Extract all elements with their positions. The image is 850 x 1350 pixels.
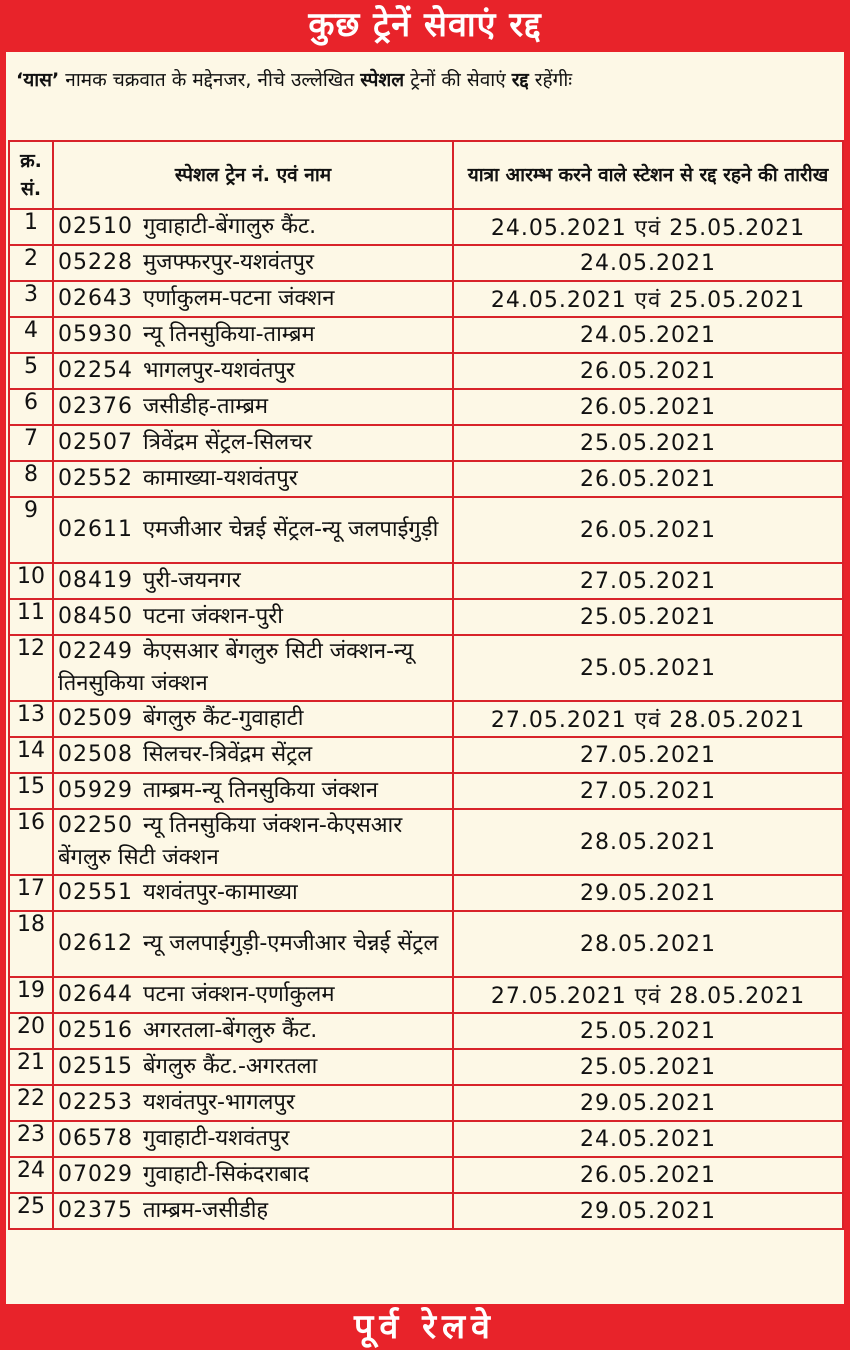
train-name: पटना जंक्शन-एर्णाकुलम: [143, 982, 335, 1007]
train-number: 02552: [58, 466, 133, 491]
table-row: [9, 281, 843, 317]
train-name: अगरतला-बेंगलुरु कैंट.: [143, 1018, 318, 1043]
train-name: पटना जंक्शन-पुरी: [143, 604, 283, 629]
table-row: [9, 389, 843, 425]
serial-number: 2: [9, 245, 53, 281]
serial-number: 14: [9, 737, 53, 773]
cancellation-date: 29.05.2021: [453, 1193, 843, 1229]
train-cell: [53, 317, 453, 353]
serial-number: 20: [9, 1013, 53, 1049]
table-row: [9, 875, 843, 911]
train-name: न्यू जलपाईगुड़ी-एमजीआर चेन्नई सेंट्रल: [143, 931, 439, 956]
train-name: ताम्ब्रम-जसीडीह: [143, 1198, 269, 1223]
train-number: 02254: [58, 358, 133, 383]
table-row: [9, 737, 843, 773]
cancellation-date: 24.05.2021: [453, 245, 843, 281]
train-number: 02643: [58, 286, 133, 311]
train-name: जसीडीह-ताम्ब्रम: [143, 394, 269, 419]
train-number: 05228: [58, 250, 133, 275]
train-cell: [53, 701, 453, 737]
table-row: [9, 1193, 843, 1229]
train-cell: [53, 461, 453, 497]
train-name: गुवाहाटी-बेंगालुरु कैंट.: [143, 214, 317, 239]
cancellation-date: 26.05.2021: [453, 389, 843, 425]
cancelled-trains-table: [8, 140, 844, 1230]
serial-number: 9: [9, 497, 53, 563]
serial-number: 6: [9, 389, 53, 425]
table-row: [9, 425, 843, 461]
train-cell: [53, 737, 453, 773]
serial-number: 23: [9, 1121, 53, 1157]
serial-number: 22: [9, 1085, 53, 1121]
cyclone-name: ‘यास’: [16, 69, 60, 91]
train-number: 02515: [58, 1054, 133, 1079]
train-number: 02510: [58, 214, 133, 239]
header-date: यात्रा आरम्भ करने वाले स्टेशन से रद्द रहने की तारीख: [453, 141, 843, 209]
cancellation-date: 29.05.2021: [453, 875, 843, 911]
intro-text: ‘यास’ नामक चक्रवात के मद्देनजर, नीचे उल्लेखित स्पेशल ट्रेनों की सेवाएं रद्द रहेंगीः: [16, 69, 573, 91]
train-name: एमजीआर चेन्नई सेंट्रल-न्यू जलपाईगुड़ी: [143, 517, 439, 542]
train-cell: [53, 1121, 453, 1157]
cancellation-date: 28.05.2021: [453, 809, 843, 875]
train-cell: [53, 599, 453, 635]
train-number: 08419: [58, 568, 133, 593]
serial-number: 24: [9, 1157, 53, 1193]
serial-number: 21: [9, 1049, 53, 1085]
serial-number: 17: [9, 875, 53, 911]
train-number: 08450: [58, 604, 133, 629]
table-row: [9, 461, 843, 497]
train-name: गुवाहाटी-यशवंतपुर: [143, 1126, 290, 1151]
cancellation-date: 27.05.2021: [453, 563, 843, 599]
train-number: 02516: [58, 1018, 133, 1043]
cancellation-date: 24.05.2021 एवं 25.05.2021: [453, 281, 843, 317]
train-number: 02376: [58, 394, 133, 419]
train-cell: [53, 1085, 453, 1121]
train-cell: [53, 911, 453, 977]
train-name: सिलचर-त्रिवेंद्रम सेंट्रल: [143, 742, 313, 767]
train-cell: [53, 635, 453, 701]
table-row: [9, 1013, 843, 1049]
train-name: बेंगलुरु कैंट-गुवाहाटी: [143, 706, 304, 731]
train-number: 02249: [58, 639, 133, 664]
train-name: न्यू तिनसुकिया-ताम्ब्रम: [143, 322, 315, 347]
table-row: [9, 701, 843, 737]
serial-number: 8: [9, 461, 53, 497]
train-name: यशवंतपुर-कामाख्या: [143, 880, 298, 905]
cancellation-date: 27.05.2021 एवं 28.05.2021: [453, 701, 843, 737]
cancellation-date: 25.05.2021: [453, 1049, 843, 1085]
table-row: [9, 1085, 843, 1121]
train-number: 02509: [58, 706, 133, 731]
train-cell: [53, 425, 453, 461]
cancellation-date: 27.05.2021: [453, 737, 843, 773]
train-number: 05930: [58, 322, 133, 347]
cancellation-date: 24.05.2021: [453, 1121, 843, 1157]
cancellation-date: 26.05.2021: [453, 353, 843, 389]
cancellation-date: 28.05.2021: [453, 911, 843, 977]
table-row: [9, 245, 843, 281]
train-cell: [53, 977, 453, 1013]
cancellation-date: 25.05.2021: [453, 599, 843, 635]
serial-number: 12: [9, 635, 53, 701]
train-name: मुजफ्फरपुर-यशवंतपुर: [143, 250, 315, 275]
cancellation-date: 24.05.2021: [453, 317, 843, 353]
table-row: [9, 1121, 843, 1157]
table-row: [9, 209, 843, 245]
serial-number: 3: [9, 281, 53, 317]
train-cell: [53, 773, 453, 809]
table-row: [9, 497, 843, 563]
table-row: [9, 773, 843, 809]
train-cell: [53, 563, 453, 599]
table-row: [9, 353, 843, 389]
train-number: 02507: [58, 430, 133, 455]
header-train: स्पेशल ट्रेन नं. एवं नाम: [53, 141, 453, 209]
train-number: 06578: [58, 1126, 133, 1151]
table-row: [9, 809, 843, 875]
railway-footer: पूर्व रेलवे: [354, 1307, 496, 1347]
train-number: 02611: [58, 517, 133, 542]
cancellation-date: 29.05.2021: [453, 1085, 843, 1121]
train-number: 02612: [58, 931, 133, 956]
cancellation-date: 24.05.2021 एवं 25.05.2021: [453, 209, 843, 245]
cancellation-date: 25.05.2021: [453, 635, 843, 701]
train-number: 07029: [58, 1162, 133, 1187]
train-name: गुवाहाटी-सिकंदराबाद: [143, 1162, 310, 1187]
train-number: 02250: [58, 813, 133, 838]
train-cell: [53, 353, 453, 389]
train-number: 02644: [58, 982, 133, 1007]
cancellation-date: 27.05.2021 एवं 28.05.2021: [453, 977, 843, 1013]
serial-number: 13: [9, 701, 53, 737]
train-name: यशवंतपुर-भागलपुर: [143, 1090, 295, 1115]
cancellation-date: 25.05.2021: [453, 425, 843, 461]
train-cell: [53, 281, 453, 317]
serial-number: 16: [9, 809, 53, 875]
train-name: न्यू तिनसुकिया जंक्शन-केएसआर बेंगलुरु सिटी जंक्शन: [58, 813, 403, 870]
cancellation-date: 26.05.2021: [453, 461, 843, 497]
train-name: बेंगलुरु कैंट.-अगरतला: [143, 1054, 318, 1079]
train-name: पुरी-जयनगर: [143, 568, 241, 593]
notice-title: कुछ ट्रेनें सेवाएं रद्द: [308, 5, 542, 45]
serial-number: 4: [9, 317, 53, 353]
train-cell: [53, 1049, 453, 1085]
header-serial-number: क्र. सं.: [9, 141, 53, 209]
train-number: 02253: [58, 1090, 133, 1115]
notice-panel: [6, 52, 844, 1304]
train-cell: [53, 209, 453, 245]
table-row: [9, 911, 843, 977]
table-row: [9, 317, 843, 353]
serial-number: 11: [9, 599, 53, 635]
serial-number: 15: [9, 773, 53, 809]
train-cell: [53, 1013, 453, 1049]
train-cell: [53, 389, 453, 425]
serial-number: 7: [9, 425, 53, 461]
serial-number: 1: [9, 209, 53, 245]
train-name: ताम्ब्रम-न्यू तिनसुकिया जंक्शन: [143, 778, 378, 803]
serial-number: 25: [9, 1193, 53, 1229]
train-cell: [53, 1157, 453, 1193]
serial-number: 10: [9, 563, 53, 599]
train-number: 02375: [58, 1198, 133, 1223]
table-row: [9, 1157, 843, 1193]
table-row: [9, 635, 843, 701]
serial-number: 19: [9, 977, 53, 1013]
train-number: 02551: [58, 880, 133, 905]
cancellation-date: 25.05.2021: [453, 1013, 843, 1049]
train-cell: [53, 1193, 453, 1229]
table-header-row: [9, 141, 843, 209]
cancellation-date: 26.05.2021: [453, 497, 843, 563]
serial-number: 18: [9, 911, 53, 977]
table-row: [9, 563, 843, 599]
train-number: 05929: [58, 778, 133, 803]
cancellation-date: 27.05.2021: [453, 773, 843, 809]
table-row: [9, 599, 843, 635]
table-row: [9, 977, 843, 1013]
train-cell: [53, 245, 453, 281]
cancellation-date: 26.05.2021: [453, 1157, 843, 1193]
train-cell: [53, 875, 453, 911]
train-name: भागलपुर-यशवंतपुर: [143, 358, 295, 383]
train-cell: [53, 497, 453, 563]
train-name: एर्णाकुलम-पटना जंक्शन: [143, 286, 335, 311]
serial-number: 5: [9, 353, 53, 389]
train-cell: [53, 809, 453, 875]
train-number: 02508: [58, 742, 133, 767]
train-name: केएसआर बेंगलुरु सिटी जंक्शन-न्यू तिनसुकिया जंक्शन: [58, 639, 414, 696]
train-name: कामाख्या-यशवंतपुर: [143, 466, 298, 491]
table-row: [9, 1049, 843, 1085]
train-name: त्रिवेंद्रम सेंट्रल-सिलचर: [143, 430, 313, 455]
